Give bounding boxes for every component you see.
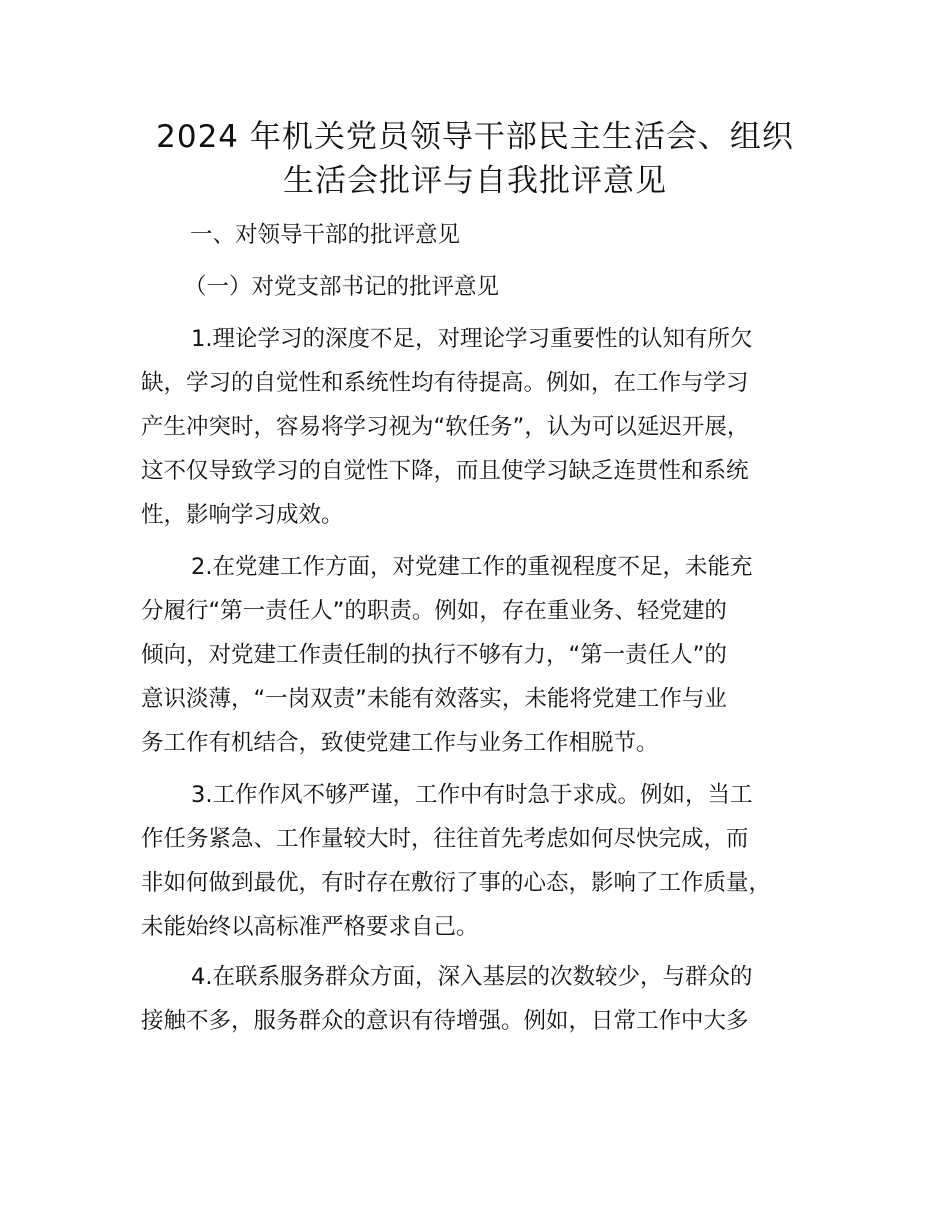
paragraph-line: 作任务紧急、工作量较大时，往往首先考虑如何尽快完成，而: [141, 826, 749, 852]
paragraph-line: 未能始终以高标准严格要求自己。: [141, 914, 479, 940]
paragraph-3: [141, 773, 841, 949]
paragraph-line: 1.理论学习的深度不足，对理论学习重要性的认知有所欠: [191, 326, 753, 352]
paragraph-line: 产生冲突时，容易将学习视为“软任务”，认为可以延迟开展，: [141, 414, 750, 440]
document-title-line-1: 2024 年机关党员领导干部民主生活会、组织: [156, 119, 794, 155]
paragraph-line: 这不仅导致学习的自觉性下降，而且使学习缺乏连贯性和系统: [141, 458, 749, 484]
section-heading: 一、对领导干部的批评意见: [190, 222, 461, 248]
paragraph-line: 分履行“第一责任人”的职责。例如，存在重业务、轻党建的: [141, 598, 727, 624]
paragraph-line: 意识淡薄，“一岗双责”未能有效落实，未能将党建工作与业: [141, 686, 727, 712]
document-title-line-2: 生活会批评与自我批评意见: [283, 163, 667, 199]
subsection-heading: （一）对党支部书记的批评意见: [184, 274, 500, 300]
paragraph-1: [141, 317, 841, 537]
paragraph-line: 务工作有机结合，致使党建工作与业务工作相脱节。: [141, 730, 659, 756]
paragraph-line: 2.在党建工作方面，对党建工作的重视程度不足，未能充: [191, 554, 753, 580]
paragraph-line: 接触不多，服务群众的意识有待增强。例如，日常工作中大多: [141, 1008, 749, 1034]
paragraph-line: 缺，学习的自觉性和系统性均有待提高。例如，在工作与学习: [141, 370, 749, 396]
paragraph-2: [141, 545, 841, 765]
paragraph-4: [141, 955, 841, 1043]
paragraph-line: 性，影响学习成效。: [141, 502, 344, 528]
paragraph-line: 3.工作作风不够严谨，工作中有时急于求成。例如，当工: [191, 782, 753, 808]
paragraph-line: 倾向，对党建工作责任制的执行不够有力，“第一责任人”的: [141, 642, 727, 668]
paragraph-line: 4.在联系服务群众方面，深入基层的次数较少，与群众的: [191, 964, 753, 990]
paragraph-line: 非如何做到最优，有时存在敷衍了事的心态，影响了工作质量，: [141, 870, 772, 896]
